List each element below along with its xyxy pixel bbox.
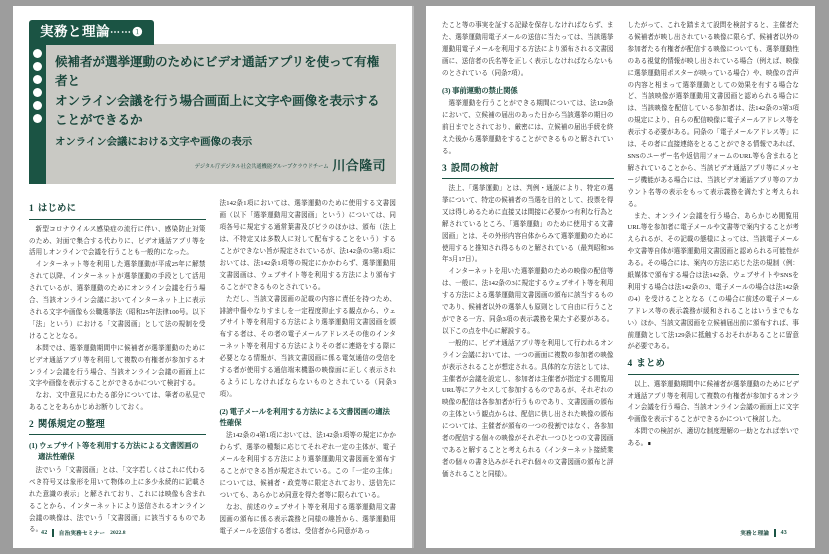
- paragraph: 本問では、選挙運動期間中に候補者が選挙運動のためにビデオ通話アプリ等を利用して複数の有権者が参加するオンライン会議を行う場合、当該オンライン会議の画面上に文字や画像を表示することができるかについて検討する。: [29, 344, 206, 388]
- section-2-number: 2: [29, 420, 34, 431]
- paragraph: 新型コロナウイルス感染症の流行に伴い、感染防止対策のため、対面で集合する代わりに、ビデオ通話アプリ等を活用しオンラインで会議を行うことも一般的になった。: [29, 225, 206, 257]
- footer-right: [740, 529, 787, 537]
- section-4-title: まとめ: [636, 359, 666, 370]
- footer-issue: 2022.8: [110, 530, 126, 536]
- paragraph: また、オンライン会議を行う場合、あらかじめ閲覧用URL等を参加者に電子メールや文書等で案内することが考えられるが、その記載の態様によっては、当該電子メールや文書等自体が選挙運動用文書図画と認められる可能性がある。その場合には、案内の方法に応じた法の規制（例：紙媒体で頒布する場合は法142条、ウェブサイトやSNSを利用する場合は法142条の3、電子メールの場合は法142条の4）を受けることとなる（この場合に前述の電子メールアドレス等の表示義務が緩和されることはいうまでもない）ほか、当該文書図画を立候補届出前に頒布すれば、事前運動として法129条に抵触するおそれがあることに留意が必要である。: [627, 212, 799, 351]
- footer-page-number: 43: [780, 530, 787, 536]
- right-page: [426, 6, 815, 548]
- paragraph: インターネットを用いた選挙運動のための映像の配信等は、一般に、法142条の3に規定するウェブサイト等を利用する方法による選挙運動用文書図画の頒布に該当するものであり、候補者以外の選挙人も原則として自由に行うことができる一方、同条3項の表示義務を果たす必要がある。以下この点を中心に解説する。: [442, 268, 614, 335]
- paragraph: 選挙運動を行うことができる期間については、法129条において、立候補の届出のあった日から当該選挙の期日の前日までとされており、厳密には、立候補の届出手続を終えた後から選挙運動をすることができるものと解されている。: [442, 100, 614, 155]
- paragraph: 法142条1項においては、選挙運動のために使用する文書図画（以下「選挙運動用文書図画」という）については、同項各号に規定する通常葉書及びビラのほかは、頒布（法上は、不特定又は多数人に対して配布することをいう）することができない旨が規定されているが、法142条の3第1項においては、法142条1項等の規定にかかわらず、選挙運動用文書図画は、ウェブサイト等を利用する方法により頒布することができるものとされている。: [219, 200, 396, 291]
- right-column-2: [628, 20, 800, 481]
- paragraph: 法142条の4第1項においては、法142条1項等の規定にかかわらず、選挙の種類に応じてそれぞれ一定の主体が、電子メールを利用する方法により選挙運動用文書図画を頒布することができる旨が規定されている。この「一定の主体」については、候補者・政党等に限定されており、送信先についても、あらかじめ同意を得た者等に限られている。: [219, 432, 396, 499]
- footer-publication-title: 自治実務セミナー: [58, 531, 106, 537]
- left-column-2: [220, 198, 397, 537]
- section-heading-4: [628, 359, 800, 374]
- paragraph: 一般的に、ビデオ通話アプリ等を利用して行われるオンライン会議においては、一つの画面に複数の参加者の映像が表示されることが想定される。具体的な方法としては、主催者が会議を設定し、参加者は主催者が指定する閲覧用URL等にアクセスして参加するものであるが、それぞれの映像の配信は各参加者が行うものであり、文書図画の頒布の主体という観点からは、配信に供し出された映像の頒布については、主催者が頒布の一つの役割ではなく、各参加者の配信する個々の映像がそれぞれ一つひとつの文書図画であると解することと考えられる（インターネット接続業者の個々の書き込みがそれぞれ個々の文書図画の頒布と評価されることと同様）。: [442, 339, 614, 478]
- subsection-heading-2-1: [29, 441, 206, 462]
- section-4-number: 4: [627, 359, 633, 370]
- section-heading-2: [29, 420, 206, 435]
- article-subtitle: オンライン会議における文字や画像の表示: [55, 136, 253, 148]
- right-column-1: [442, 20, 614, 481]
- author-affiliation: デジタル庁デジタル社会共通機能グループクラウドチーム: [194, 164, 329, 171]
- article-title-line2: オンライン会議を行う場合画面上に文字や画像を表示することができるか: [55, 93, 380, 128]
- title-stripe: [29, 44, 46, 185]
- section-heading-1: [29, 204, 206, 219]
- paragraph: 以上、選挙運動期間中に候補者が選挙運動のためにビデオ通話アプリ等を利用して複数の有権者が参加するオンライン会議を行う場合、当該オンライン会議の画面上に文字や画像を表示することができるかについて検討した。: [627, 380, 799, 424]
- subsection-2-1-line1: (1) ウェブサイト等を利用する方法による文書図画の: [29, 441, 199, 451]
- series-banner-label: 実務と理論: [40, 24, 110, 39]
- footer-page-number: 42: [41, 530, 48, 536]
- paragraph: したがって、これを踏まえて設問を検討すると、主催者たる候補者が映し出されている映像に限らず、候補者以外の参加者たる有権者が配信する映像についても、選挙運動性のある視覚的情報が映し出されている場合（例えば、映像に選挙運動用ポスターが映っている場合）や、映像の音声の内容と相まって選挙運動としての効果を有する場合など、当該映像が選挙運動用文書図画と認められる場合には、当該映像を配信している参加者は、法142条の3第3項の規定により、自らの配信映像に電子メールアドレス等を表示する必要がある。同条の「電子メールアドレス等」には、その者に直接連絡をとることができる情報であれば、SNSのユーザー名や返信用フォームのURL等も含まれると解されていることから、当該ビデオ通話アプリ等にメッセージ機能がある場合には、当該ビデオ通話アプリ等のアカウント名等の表示をもって表示義務を満たすと考えられる。: [627, 22, 799, 208]
- section-1-title: はじめに: [37, 204, 77, 215]
- left-column-1: [29, 198, 206, 537]
- footer-divider: [774, 529, 775, 537]
- byline: [55, 158, 386, 174]
- footer-series-title: 実務と理論: [740, 531, 770, 537]
- series-banner: [29, 20, 154, 45]
- section-3-number: 3: [442, 163, 447, 174]
- paragraph: なお、前述のウェブサイト等を利用する選挙運動用文書図画の頒布に係る表示義務と同様の趣旨から、選挙運動用電子メールを送信する者は、受信者から同意があっ: [219, 503, 396, 535]
- section-1-number: 1: [29, 204, 34, 215]
- article-title: [55, 53, 386, 131]
- left-page-columns: [29, 198, 396, 537]
- paragraph: なお、文中意見にわたる部分については、筆者の私見であることをあらかじめお断りしておく。: [29, 392, 206, 412]
- paragraph: ただし、当該文書図画の記載の内容に責任を持つため、誹謗中傷やなりすましを一定程度抑止する観点から、ウェブサイト等を利用する方法により選挙運動用文書図画を頒布する者は、その者の電子メールアドレスその他のインターネット等を利用する方法によりその者に連絡をする際に必要となる情報が、当該文書図画に係る電気通信の受信をする者が使用する通信端末機器の映像面に正しく表示されるようにしなければならないものとされている（同条3項）。: [219, 295, 396, 398]
- footer-left: [41, 529, 126, 537]
- paragraph: 本問での検討が、適切な制度理解の一助となれば幸いである。∎: [627, 428, 799, 448]
- footer-divider: [52, 529, 53, 537]
- author-name: 川合隆司: [332, 158, 386, 174]
- section-heading-3: [442, 164, 614, 179]
- paragraph: インターネット等を利用した選挙運動が平成25年に解禁されて以降、インターネットが選挙運動の手段として活用されているが、選挙運動のためにオンライン会議を行う場合、当該オンライン会議においてインターネット上に表示される文字や画像も公職選挙法（昭和25年法律100号。以下「法」という）における「文書図画」として法の規制を受けることとなる。: [29, 261, 206, 340]
- article-header: [29, 20, 396, 184]
- left-page: [13, 6, 412, 548]
- subsection-heading-2-3: (3) 事前運動の禁止関係: [442, 85, 518, 95]
- paragraph: 法上、「選挙運動」とは、判例・通説により、特定の選挙について、特定の候補者の当選を目的として、投票を得又は得しめるために直接又は間接に必要かつ有利な行為と解されているところ、「選挙運動」のために使用する文書図画」とは、その外形内容自体からみて選挙運動のために使用すると推知され得るものと解されている（最判昭和36年3月17日）。: [442, 185, 614, 264]
- section-2-title: 関係規定の整理: [37, 420, 105, 431]
- series-banner-dots: ⋯⋯: [110, 27, 132, 38]
- paragraph: 法でいう「文書図画」とは、「文字若しくはこれに代わるべき符号又は象形を用いて物体の上に多少永続的に記載された意識の表示」と解されており、これには映像も含まれることから、インターネットにより送信されるオンライン会議の映像は、法でいう「文書図画」に該当するものである。: [29, 466, 206, 534]
- subsection-2-1-line2: 適法性確保: [38, 452, 75, 462]
- article-title-panel: [29, 44, 396, 185]
- subsection-heading-2-2: (2) 電子メールを利用する方法による文書図画の適法性確保: [219, 406, 390, 427]
- article-title-line1: 候補者が選挙運動のためにビデオ通話アプリを使って有権者と: [55, 54, 380, 89]
- series-banner-number: ❶: [132, 25, 144, 39]
- paragraph: たこと等の事実を証する記録を保存しなければならず、また、選挙運動用電子メールの送信に当たっては、当該選挙運動用電子メールを利用する方法により頒布される文書図画に、送信者の氏名等を正しく表示しなければならないものとされている（同条7項）。: [442, 22, 614, 77]
- section-3-title: 設問の検討: [450, 163, 499, 174]
- spread-gutter: [412, 6, 414, 548]
- right-page-columns: [442, 20, 799, 481]
